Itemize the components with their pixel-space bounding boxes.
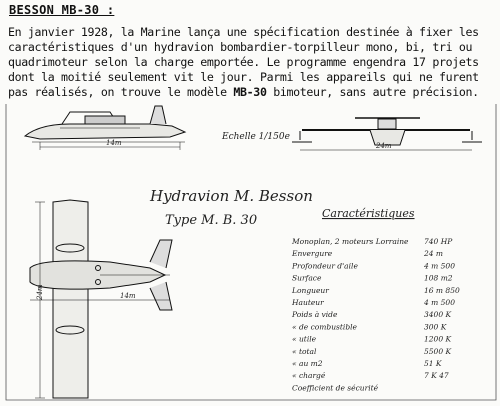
scale-label: Echelle 1/150e: [222, 132, 290, 142]
spec-value: 7 K 47: [424, 371, 449, 381]
intro-line-3: quadrimoteur selon la charge emportée. Le programme engendra 17 projets: [8, 55, 479, 69]
intro-line-4: dont la moitié seulement vit le jour. Parmi les appareils qui ne furent: [8, 70, 479, 84]
spec-label: Monoplan, 2 moteurs Lorraine: [292, 237, 409, 246]
spec-label: Profondeur d'aile: [292, 261, 358, 271]
spec-value: 4 m 500: [424, 298, 455, 307]
side-view-drawing: [25, 106, 185, 150]
spec-label: Surface: [292, 273, 322, 283]
spec-label: Hauteur: [292, 298, 324, 307]
spec-value: 16 m 850: [424, 285, 460, 295]
plan-view-drawing: [30, 200, 172, 398]
spec-value: 5500 K: [424, 346, 452, 356]
intro-line-5-start: pas réalisés, on trouve le modèle: [8, 85, 234, 99]
front-view-span-label: 24m: [376, 142, 392, 150]
spec-value: 3400 K: [424, 310, 452, 320]
intro-line-1: En janvier 1928, la Marine lança une spécification destinée à fixer les: [8, 25, 479, 39]
intro-line-5-end: bimoteur, sans autre précision.: [266, 85, 479, 99]
spec-label: Coefficient de sécurité: [292, 383, 379, 393]
spec-label: « utile: [292, 334, 317, 344]
plan-view-length-label: 14m: [120, 292, 136, 300]
spec-value: 300 K: [424, 322, 447, 332]
side-view-length-label: 14m: [106, 139, 122, 147]
spec-label: Longueur: [292, 285, 329, 295]
spec-table: [291, 237, 460, 392]
spec-value: 51 K: [424, 359, 442, 368]
spec-label: « au m2: [292, 359, 323, 368]
plan-view-span-label: 24m: [36, 284, 44, 300]
spec-value: 108 m2: [424, 273, 453, 283]
aircraft-name: Hydravion M. Besson: [150, 187, 313, 205]
article-title: BESSON MB-30 :: [9, 3, 115, 17]
spec-label: Poids à vide: [292, 310, 338, 320]
aircraft-type: Type M. B. 30: [165, 213, 258, 228]
spec-label: « chargé: [292, 371, 326, 381]
specs-title: Caractéristiques: [322, 207, 415, 220]
intro-line-2: caractéristiques d'un hydravion bombardier-torpilleur mono, bi, tri ou: [8, 40, 473, 54]
spec-value: 24 m: [424, 249, 444, 259]
spec-label: Envergure: [292, 249, 333, 259]
model-name: MB-30: [233, 85, 267, 99]
spec-value: 4 m 500: [424, 261, 455, 271]
spec-label: « de combustible: [292, 322, 357, 332]
spec-label: « total: [292, 346, 317, 356]
spec-value: 1200 K: [424, 334, 452, 344]
spec-value: 740 HP: [424, 237, 453, 246]
